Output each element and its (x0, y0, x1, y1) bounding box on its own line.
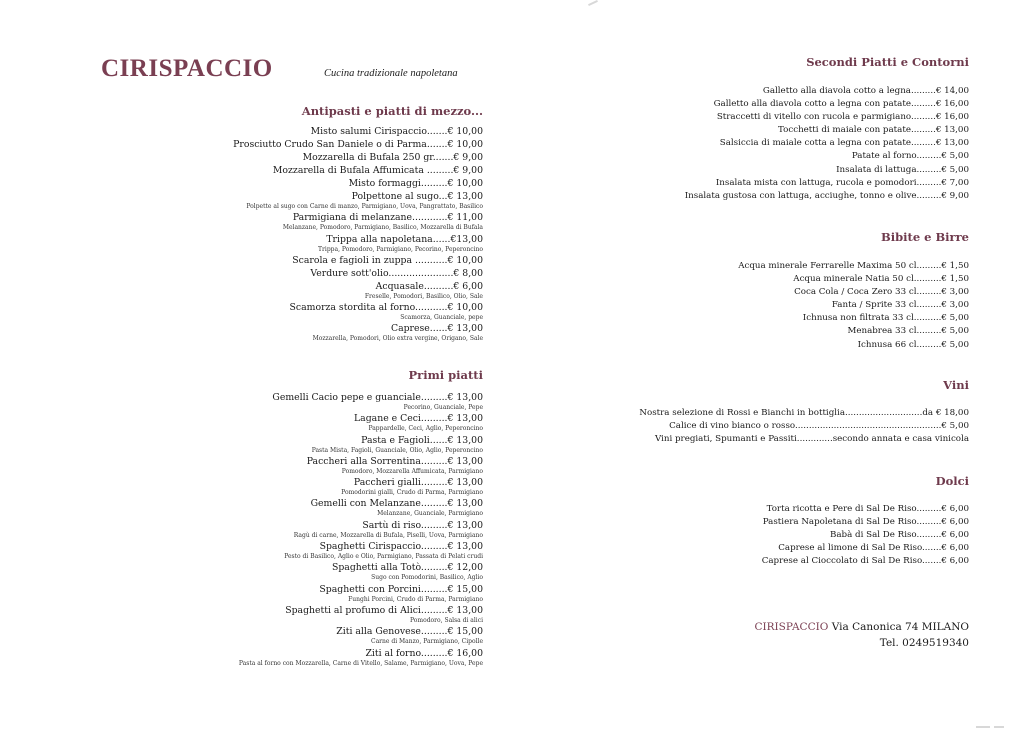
menu-item-ingredients: Sugo con Pomodorini, Basilico, Aglio (371, 574, 483, 582)
menu-item: Gemelli con Melanzane.........€ 13,00 (310, 498, 483, 510)
menu-item-ingredients: Pomodoro, Mozzarella Affumicata, Parmigiano (341, 467, 483, 475)
menu-item: Acqua minerale Natia 50 cl..........€ 1,50 (793, 274, 969, 285)
menu-item: Nostra selezione di Rossi e Bianchi in bottiglia............................da € 18,00 (639, 408, 969, 418)
menu-item: Trippa alla napoletana......€13,00 (326, 233, 483, 245)
footer-phone: Tel. 0249519340 (879, 637, 969, 649)
menu-item: Tocchetti di maiale con patate.........€ 13,00 (777, 125, 969, 136)
menu-item: Babà di Sal De Riso.........€ 6,00 (829, 530, 969, 541)
menu-item-ingredients: Pomodoro, Salsa di alici (410, 616, 483, 624)
section-heading-dolci: Dolci (935, 474, 969, 488)
menu-item: Ichnusa non filtrata 33 cl..........€ 5,00 (802, 313, 969, 324)
menu-item: Torta ricotta e Pere di Sal De Riso.........€ 6,00 (766, 504, 969, 514)
menu-item-ingredients: Pesto di Basilico, Aglio e Olio, Parmigiano, Passata di Pelati crudi (284, 553, 483, 561)
menu-item: Gemelli Cacio pepe e guanciale.........€ 13,00 (272, 392, 483, 403)
menu-item-ingredients: Trippa, Pomodoro, Parmigiano, Pecorino, Peperoncino (318, 245, 483, 253)
dolci-list (762, 503, 969, 568)
bibite-list (738, 260, 969, 352)
section-heading-vini: Vini (943, 378, 969, 392)
menu-item: Insalata di lattuga.........€ 5,00 (836, 164, 969, 175)
menu-item: Spaghetti con Porcini.........€ 15,00 (319, 583, 483, 595)
menu-item-ingredients: Carne di Manzo, Parmigiano, Cipolle (371, 638, 483, 646)
menu-item: Menabrea 33 cl.........€ 5,00 (847, 326, 969, 337)
menu-item: Lagane e Ceci.........€ 13,00 (354, 413, 483, 425)
restaurant-name: CIRISPACCIO (101, 55, 273, 82)
menu-item: Verdure sott'olio......................€ 8,00 (310, 267, 483, 279)
primi-list (239, 391, 483, 668)
menu-item: Scamorza stordita al forno...........€ 10,00 (289, 302, 483, 314)
scan-speck (976, 726, 990, 728)
menu-item: Misto formaggi.........€ 10,00 (348, 178, 483, 189)
menu-item: Calice di vino bianco o rosso.....................................................€ 5,00 (669, 421, 969, 432)
menu-item: Pasta e Fagioli......€ 13,00 (361, 434, 483, 446)
menu-item: Mozzarella di Bufala Affumicata .........€ 9,00 (272, 165, 483, 176)
menu-item-ingredients: Pasta Mista, Fagioli, Guanciale, Olio, Aglio, Peperoncino (311, 446, 483, 454)
menu-item-ingredients: Polpette al sugo con Carne di manzo, Parmigiano, Uova, Pangrattato, Basilico (246, 203, 483, 210)
menu-item: Vini pregiati, Spumanti e Passiti.............secondo annata e casa vinicola (654, 434, 969, 445)
restaurant-tagline: Cucina tradizionale napoletana (324, 68, 458, 79)
menu-item: Fanta / Sprite 33 cl.........€ 3,00 (831, 300, 969, 311)
menu-item: Ziti al forno.........€ 16,00 (365, 647, 483, 659)
footer-address-line (754, 621, 969, 633)
menu-item: Spaghetti al profumo di Alici.........€ 13,00 (285, 604, 483, 616)
antipasti-list (233, 125, 483, 344)
section-heading-bibite: Bibite e Birre (881, 230, 969, 244)
menu-item-ingredients: Melanzane, Pomodoro, Parmigiano, Basilico, Mozzarella di Bufala (282, 224, 483, 232)
footer-brand: CIRISPACCIO (754, 621, 829, 633)
menu-item: Paccheri gialli.........€ 13,00 (353, 477, 483, 489)
menu-item: Coca Cola / Coca Zero 33 cl.........€ 3,00 (794, 287, 969, 298)
menu-item: Acqua minerale Ferrarelle Maxima 50 cl.........€ 1,50 (738, 261, 969, 271)
menu-item: Mozzarella di Bufala 250 gr.......€ 9,00 (302, 152, 483, 163)
footer-address: Via Canonica 74 MILANO (831, 621, 969, 633)
menu-item: Paccheri alla Sorrentina.........€ 13,00 (306, 455, 483, 467)
menu-item: Pastiera Napoletana di Sal De Riso.........€ 6,00 (762, 517, 969, 528)
menu-item-ingredients: Ragù di carne, Mozzarella di Bufala, Piselli, Uova, Parmigiano (293, 531, 483, 539)
menu-item: Caprese al limone di Sal De Riso.......€ 6,00 (778, 543, 969, 554)
vini-list (639, 407, 969, 446)
menu-item-ingredients: Freselle, Pomodori, Basilico, Olio, Sale (364, 292, 483, 300)
secondi-list (685, 85, 969, 203)
menu-item-ingredients: Pomodorini gialli, Crudo di Parma, Parmigiano (341, 489, 483, 497)
menu-item: Insalata gustosa con lattuga, acciughe, tonno e olive.........€ 9,00 (684, 190, 969, 201)
menu-item: Salsiccia di maiale cotta a legna con patate.........€ 13,00 (719, 138, 969, 149)
menu-item: Ziti alla Genovese.........€ 15,00 (336, 626, 483, 638)
menu-item-ingredients: Pasta al forno con Mozzarella, Carne di Vitello, Salame, Parmigiano, Uova, Pepe (238, 659, 483, 667)
menu-item: Caprese al Cioccolato di Sal De Riso.......€ 6,00 (761, 556, 969, 567)
scan-speck (588, 0, 598, 6)
menu-item: Galletto alla diavola cotto a legna con patate.........€ 16,00 (713, 99, 969, 110)
menu-item: Spaghetti alla Totò.........€ 12,00 (331, 562, 483, 574)
menu-item-ingredients: Funghi Porcini, Crudo di Parma, Parmigiano (348, 595, 483, 603)
section-heading-secondi: Secondi Piatti e Contorni (806, 55, 969, 69)
menu-item: Polpettone al sugo...€ 13,00 (351, 191, 483, 202)
scan-speck (994, 726, 1004, 728)
section-heading-antipasti: Antipasti e piatti di mezzo... (301, 104, 483, 118)
menu-item: Sartù di riso.........€ 13,00 (362, 519, 483, 531)
menu-item: Prosciutto Crudo San Daniele o di Parma.......€ 10,00 (233, 139, 483, 150)
section-heading-primi: Primi piatti (408, 368, 483, 382)
menu-item-ingredients: Melanzane, Guanciale, Parmigiano (377, 510, 483, 518)
menu-item: Acquasale..........€ 6,00 (375, 280, 483, 292)
menu-item: Galletto alla diavola cotto a legna.........€ 14,00 (762, 86, 969, 96)
menu-item-ingredients: Scamorza, Guanciale, pepe (400, 314, 483, 322)
menu-item: Straccetti di vitello con rucola e parmigiano.........€ 16,00 (716, 112, 969, 123)
menu-item: Parmigiana di melanzane............€ 11,00 (292, 212, 483, 224)
menu-item-ingredients: Pappardelle, Ceci, Aglio, Peperoncino (368, 425, 483, 433)
menu-item: Insalata mista con lattuga, rucola e pomodori.........€ 7,00 (715, 177, 969, 188)
menu-item: Misto salumi Cirispaccio.......€ 10,00 (310, 126, 483, 137)
menu-item: Caprese......€ 13,00 (390, 323, 483, 335)
menu-item: Spaghetti Cirispaccio.........€ 13,00 (319, 541, 483, 553)
menu-item: Patate al forno.........€ 5,00 (851, 151, 969, 162)
menu-item: Scarola e fagioli in zuppa ...........€ 10,00 (292, 254, 483, 266)
menu-item-ingredients: Pecorino, Guanciale, Pepe (403, 404, 483, 411)
menu-item: Ichnusa 66 cl.........€ 5,00 (857, 339, 969, 350)
menu-item-ingredients: Mozzarella, Pomodori, Olio extra vergine, Origano, Sale (312, 335, 483, 343)
